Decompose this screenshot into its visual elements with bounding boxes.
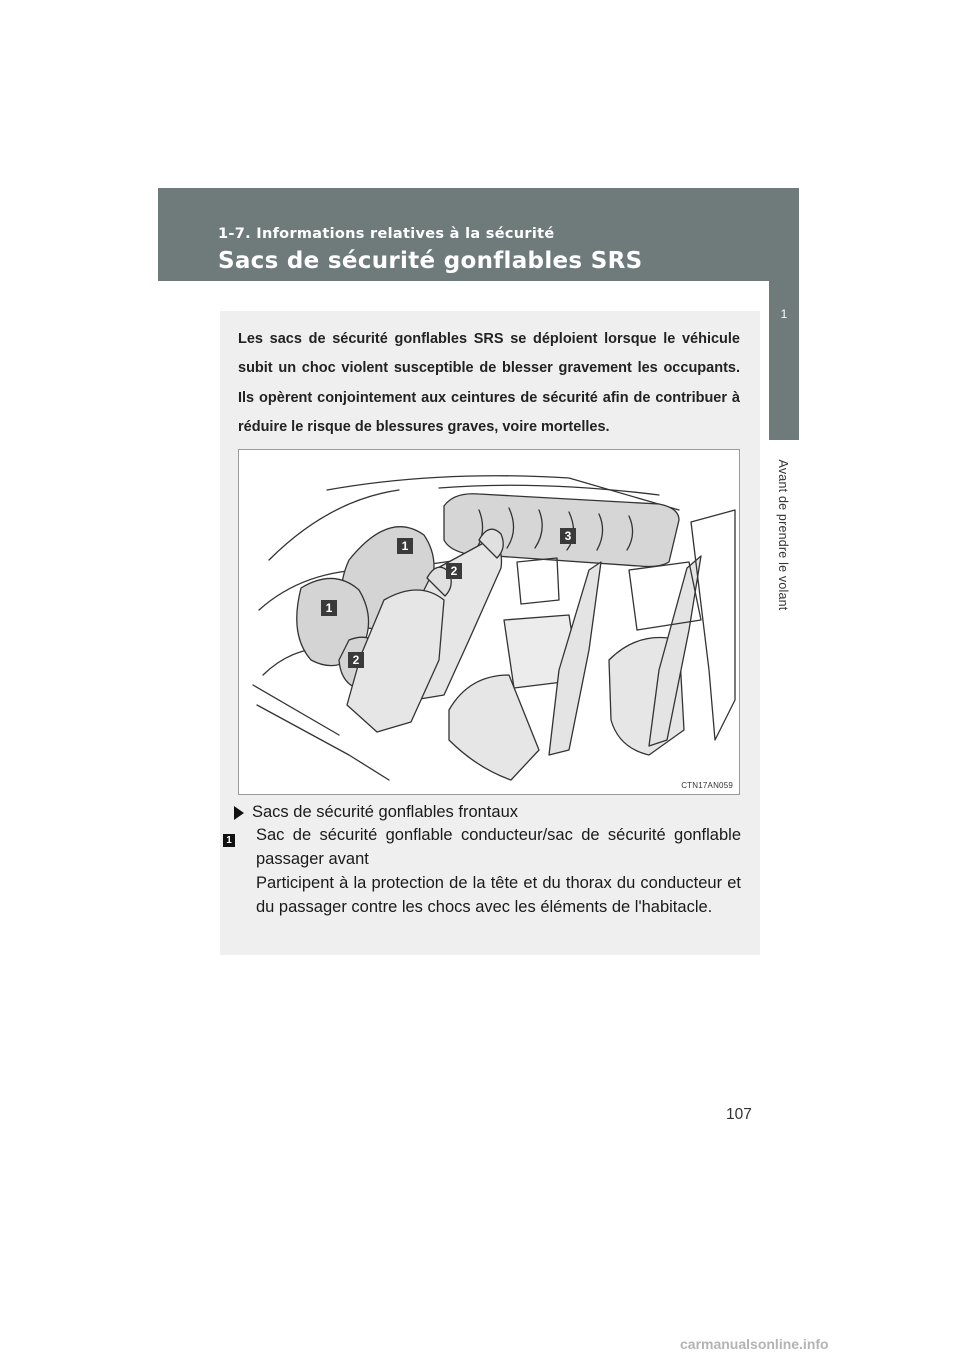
triangle-bullet-icon	[234, 806, 244, 820]
item-description	[256, 823, 741, 919]
item-marker: 1	[223, 834, 235, 847]
badge-1-upper: 1	[401, 539, 409, 553]
page-number: 107	[726, 1106, 752, 1123]
content-box	[220, 311, 760, 955]
watermark[interactable]: carmanualsonline.info	[680, 1336, 829, 1352]
item-line-2: Participent à la protection de la tête et du thorax du conducteur et du passager contre les chocs avec les éléments de l'habitacle.	[256, 874, 741, 916]
page-title: Sacs de sécurité gonflables SRS	[218, 248, 643, 274]
badge-1-lower: 1	[325, 601, 333, 615]
section-label: 1-7. Informations relatives à la sécurité	[218, 226, 555, 242]
bullet-heading	[234, 803, 518, 822]
badge-3: 3	[564, 529, 572, 543]
bullet-text: Sacs de sécurité gonflables frontaux	[252, 803, 518, 821]
chapter-number: 1	[780, 307, 788, 321]
header-band	[158, 188, 799, 281]
figure-code: CTN17AN059	[681, 781, 733, 790]
badge-2-lower: 2	[352, 653, 360, 667]
car-interior-drawing	[239, 450, 740, 795]
badge-2-upper: 2	[450, 564, 458, 578]
chapter-label: Avant de prendre le volant	[776, 459, 790, 611]
chapter-tab[interactable]	[769, 188, 799, 440]
item-line-1: Sac de sécurité gonflable conducteur/sac de sécurité gonflable passager avant	[256, 826, 741, 868]
airbag-illustration	[238, 449, 740, 795]
intro-paragraph: Les sacs de sécurité gonflables SRS se déploient lorsque le véhicule subit un choc violent susceptible de blesser gravement les occupants. Ils opèrent conjointement aux ceintures de sécurité afin de contribuer à réduire le risque de blessures graves, voire mortelles.	[238, 331, 740, 435]
